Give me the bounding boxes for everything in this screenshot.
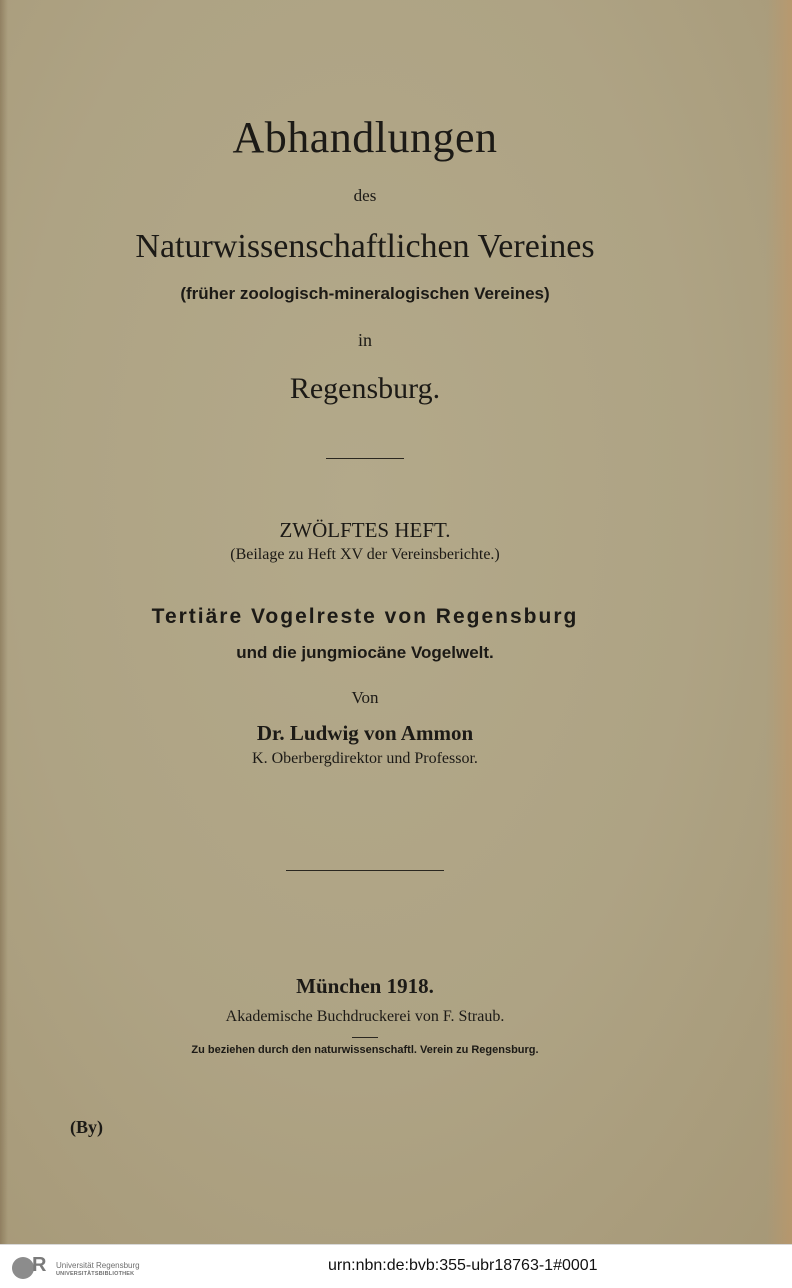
- former-name: (früher zoologisch-mineralogischen Vereines): [180, 284, 550, 303]
- library-name: Universität Regensburg: [56, 1261, 140, 1270]
- printer: Akademische Buchdruckerei von F. Straub.: [225, 1008, 505, 1025]
- divider-top: [326, 458, 404, 459]
- distribution-note: Zu beziehen durch den naturwissenschaftl. Verein zu Regensburg.: [191, 1044, 539, 1056]
- library-subname: UNIVERSITÄTSBIBLIOTHEK: [56, 1271, 135, 1277]
- divider-small: [352, 1037, 378, 1038]
- series-title: Abhandlungen: [232, 113, 498, 162]
- in-word: in: [357, 330, 372, 350]
- library-mark: (By): [70, 1117, 103, 1137]
- society-name: Naturwissenschaftlichen Vereines: [135, 228, 595, 265]
- issue-number: ZWÖLFTES HEFT.: [279, 518, 451, 542]
- des-word: des: [353, 186, 377, 205]
- city: Regensburg.: [289, 372, 441, 405]
- work-title: Tertiäre Vogelreste von Regensburg: [151, 605, 579, 628]
- viewer-footer: [0, 1244, 792, 1288]
- work-subtitle: und die jungmiocäne Vogelwelt.: [236, 643, 494, 662]
- divider-middle: [286, 870, 444, 871]
- urn-identifier[interactable]: urn:nbn:de:bvb:355-ubr18763-1#0001: [328, 1257, 598, 1274]
- by-word: Von: [351, 688, 379, 707]
- author-title: K. Oberbergdirektor und Professor.: [252, 750, 478, 767]
- supplement-note: (Beilage zu Heft XV der Vereinsberichte.): [230, 546, 500, 563]
- logo-letter: R: [32, 1254, 47, 1276]
- university-logo-icon: [12, 1257, 34, 1279]
- author-name: Dr. Ludwig von Ammon: [256, 721, 474, 745]
- page-edge-right: [766, 0, 792, 1244]
- place-year: München 1918.: [296, 974, 434, 998]
